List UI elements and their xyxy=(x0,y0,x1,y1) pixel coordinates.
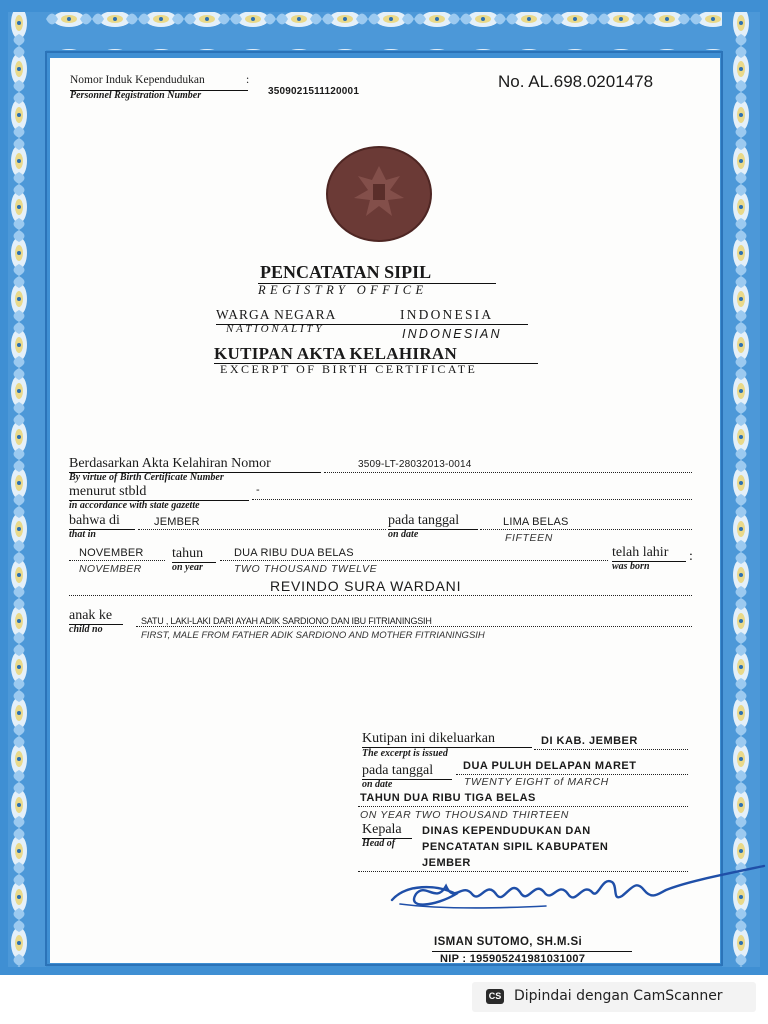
month-value-en: NOVEMBER xyxy=(79,563,142,575)
nationality-label: WARGA NEGARA xyxy=(216,307,337,322)
month-dotted-line xyxy=(69,560,165,561)
basis-value: 3509-LT-28032013-0014 xyxy=(358,459,472,470)
name-dotted-line xyxy=(69,595,692,596)
child-no-label: anak ke xyxy=(69,608,113,623)
year-dotted-line xyxy=(220,560,608,561)
place-value: JEMBER xyxy=(154,516,200,528)
stbld-value: - xyxy=(256,484,260,496)
year-value-en: TWO THOUSAND TWELVE xyxy=(234,563,378,575)
child-no-dotted-line xyxy=(136,626,692,627)
issue-date-dotted-line xyxy=(456,774,688,775)
official-nip: NIP : 195905241981031007 xyxy=(440,953,586,965)
nik-label-en: Personnel Registration Number xyxy=(70,90,202,101)
head-office-line3: JEMBER xyxy=(422,857,471,869)
date-dotted-line xyxy=(480,529,692,530)
year-value: DUA RIBU DUA BELAS xyxy=(234,547,354,559)
camscanner-text: Dipindai dengan CamScanner xyxy=(514,988,723,1004)
issued-dotted-line xyxy=(534,749,688,750)
nationality-value: INDONESIA xyxy=(400,307,494,322)
date-label-en: on date xyxy=(388,529,419,540)
official-name: ISMAN SUTOMO, SH.M.Si xyxy=(434,936,583,948)
child-no-label-en: child no xyxy=(69,624,103,635)
place-label-en: that in xyxy=(69,529,96,540)
camscanner-watermark xyxy=(472,982,756,1012)
office-title-en: REGISTRY OFFICE xyxy=(258,283,428,297)
issue-date-label: pada tanggal xyxy=(362,763,434,778)
year-label: tahun xyxy=(172,546,204,561)
head-label-en: Head of xyxy=(362,838,396,849)
basis-dotted-line xyxy=(324,472,692,473)
stbld-dotted-line xyxy=(252,499,692,500)
date-label: pada tanggal xyxy=(388,513,460,528)
nationality-label-en: NATIONALITY xyxy=(226,323,325,335)
issued-label: Kutipan ini dikeluarkan xyxy=(362,731,495,746)
nationality-value-en: INDONESIAN xyxy=(402,327,502,341)
issue-date-label-en: on date xyxy=(362,779,393,790)
issue-year-value-en: ON YEAR TWO THOUSAND THIRTEEN xyxy=(360,809,569,821)
born-label: telah lahir xyxy=(612,545,669,560)
date-value-en: FIFTEEN xyxy=(505,532,553,544)
issue-date-value-en: TWENTY EIGHT of MARCH xyxy=(464,776,609,788)
year-label-en: on year xyxy=(172,562,203,573)
head-office-line2: PENCATATAN SIPIL KABUPATEN xyxy=(422,841,609,853)
date-value: LIMA BELAS xyxy=(503,516,569,528)
born-label-en: was born xyxy=(612,561,650,572)
issue-date-value: DUA PULUH DELAPAN MARET xyxy=(463,760,637,772)
head-label: Kepala xyxy=(362,822,402,837)
child-no-value: SATU , LAKI-LAKI DARI AYAH ADIK SARDIONO DAN IBU FITRIANINGSIH xyxy=(141,616,432,626)
head-office-line1: DINAS KEPENDUDUKAN DAN xyxy=(422,825,591,837)
issue-year-dotted-line xyxy=(358,806,688,807)
place-label: bahwa di xyxy=(69,513,120,528)
issued-value: DI KAB. JEMBER xyxy=(541,735,638,747)
child-name: REVINDO SURA WARDANI xyxy=(270,578,462,594)
month-value: NOVEMBER xyxy=(79,547,144,559)
stbld-label: menurut stbld xyxy=(69,484,147,499)
office-title: PENCATATAN SIPIL xyxy=(260,262,432,282)
nik-colon: : xyxy=(246,74,250,86)
camscanner-logo: CS xyxy=(486,989,504,1004)
born-colon: : xyxy=(689,549,693,564)
official-signature xyxy=(386,864,766,920)
basis-label-en: By virtue of Birth Certificate Number xyxy=(69,472,224,483)
certificate-number: No. AL.698.0201478 xyxy=(498,72,654,91)
stbld-label-en: in accordance with state gazette xyxy=(69,500,200,511)
nik-label: Nomor Induk Kependudukan xyxy=(70,74,205,86)
issued-label-en: The excerpt is issued xyxy=(362,748,448,759)
issue-year-value: TAHUN DUA RIBU TIGA BELAS xyxy=(360,792,536,804)
official-name-underline xyxy=(432,951,632,952)
basis-label: Berdasarkan Akta Kelahiran Nomor xyxy=(69,456,271,471)
place-dotted-line xyxy=(138,529,386,530)
nik-value: 3509021511120001 xyxy=(268,86,360,97)
child-no-value-en: FIRST, MALE FROM FATHER ADIK SARDIONO AND MOTHER FITRIANINGSIH xyxy=(141,630,485,641)
garuda-seal-icon xyxy=(324,146,434,242)
document-title: KUTIPAN AKTA KELAHIRAN xyxy=(214,344,458,363)
document-title-en: EXCERPT OF BIRTH CERTIFICATE xyxy=(220,362,478,376)
